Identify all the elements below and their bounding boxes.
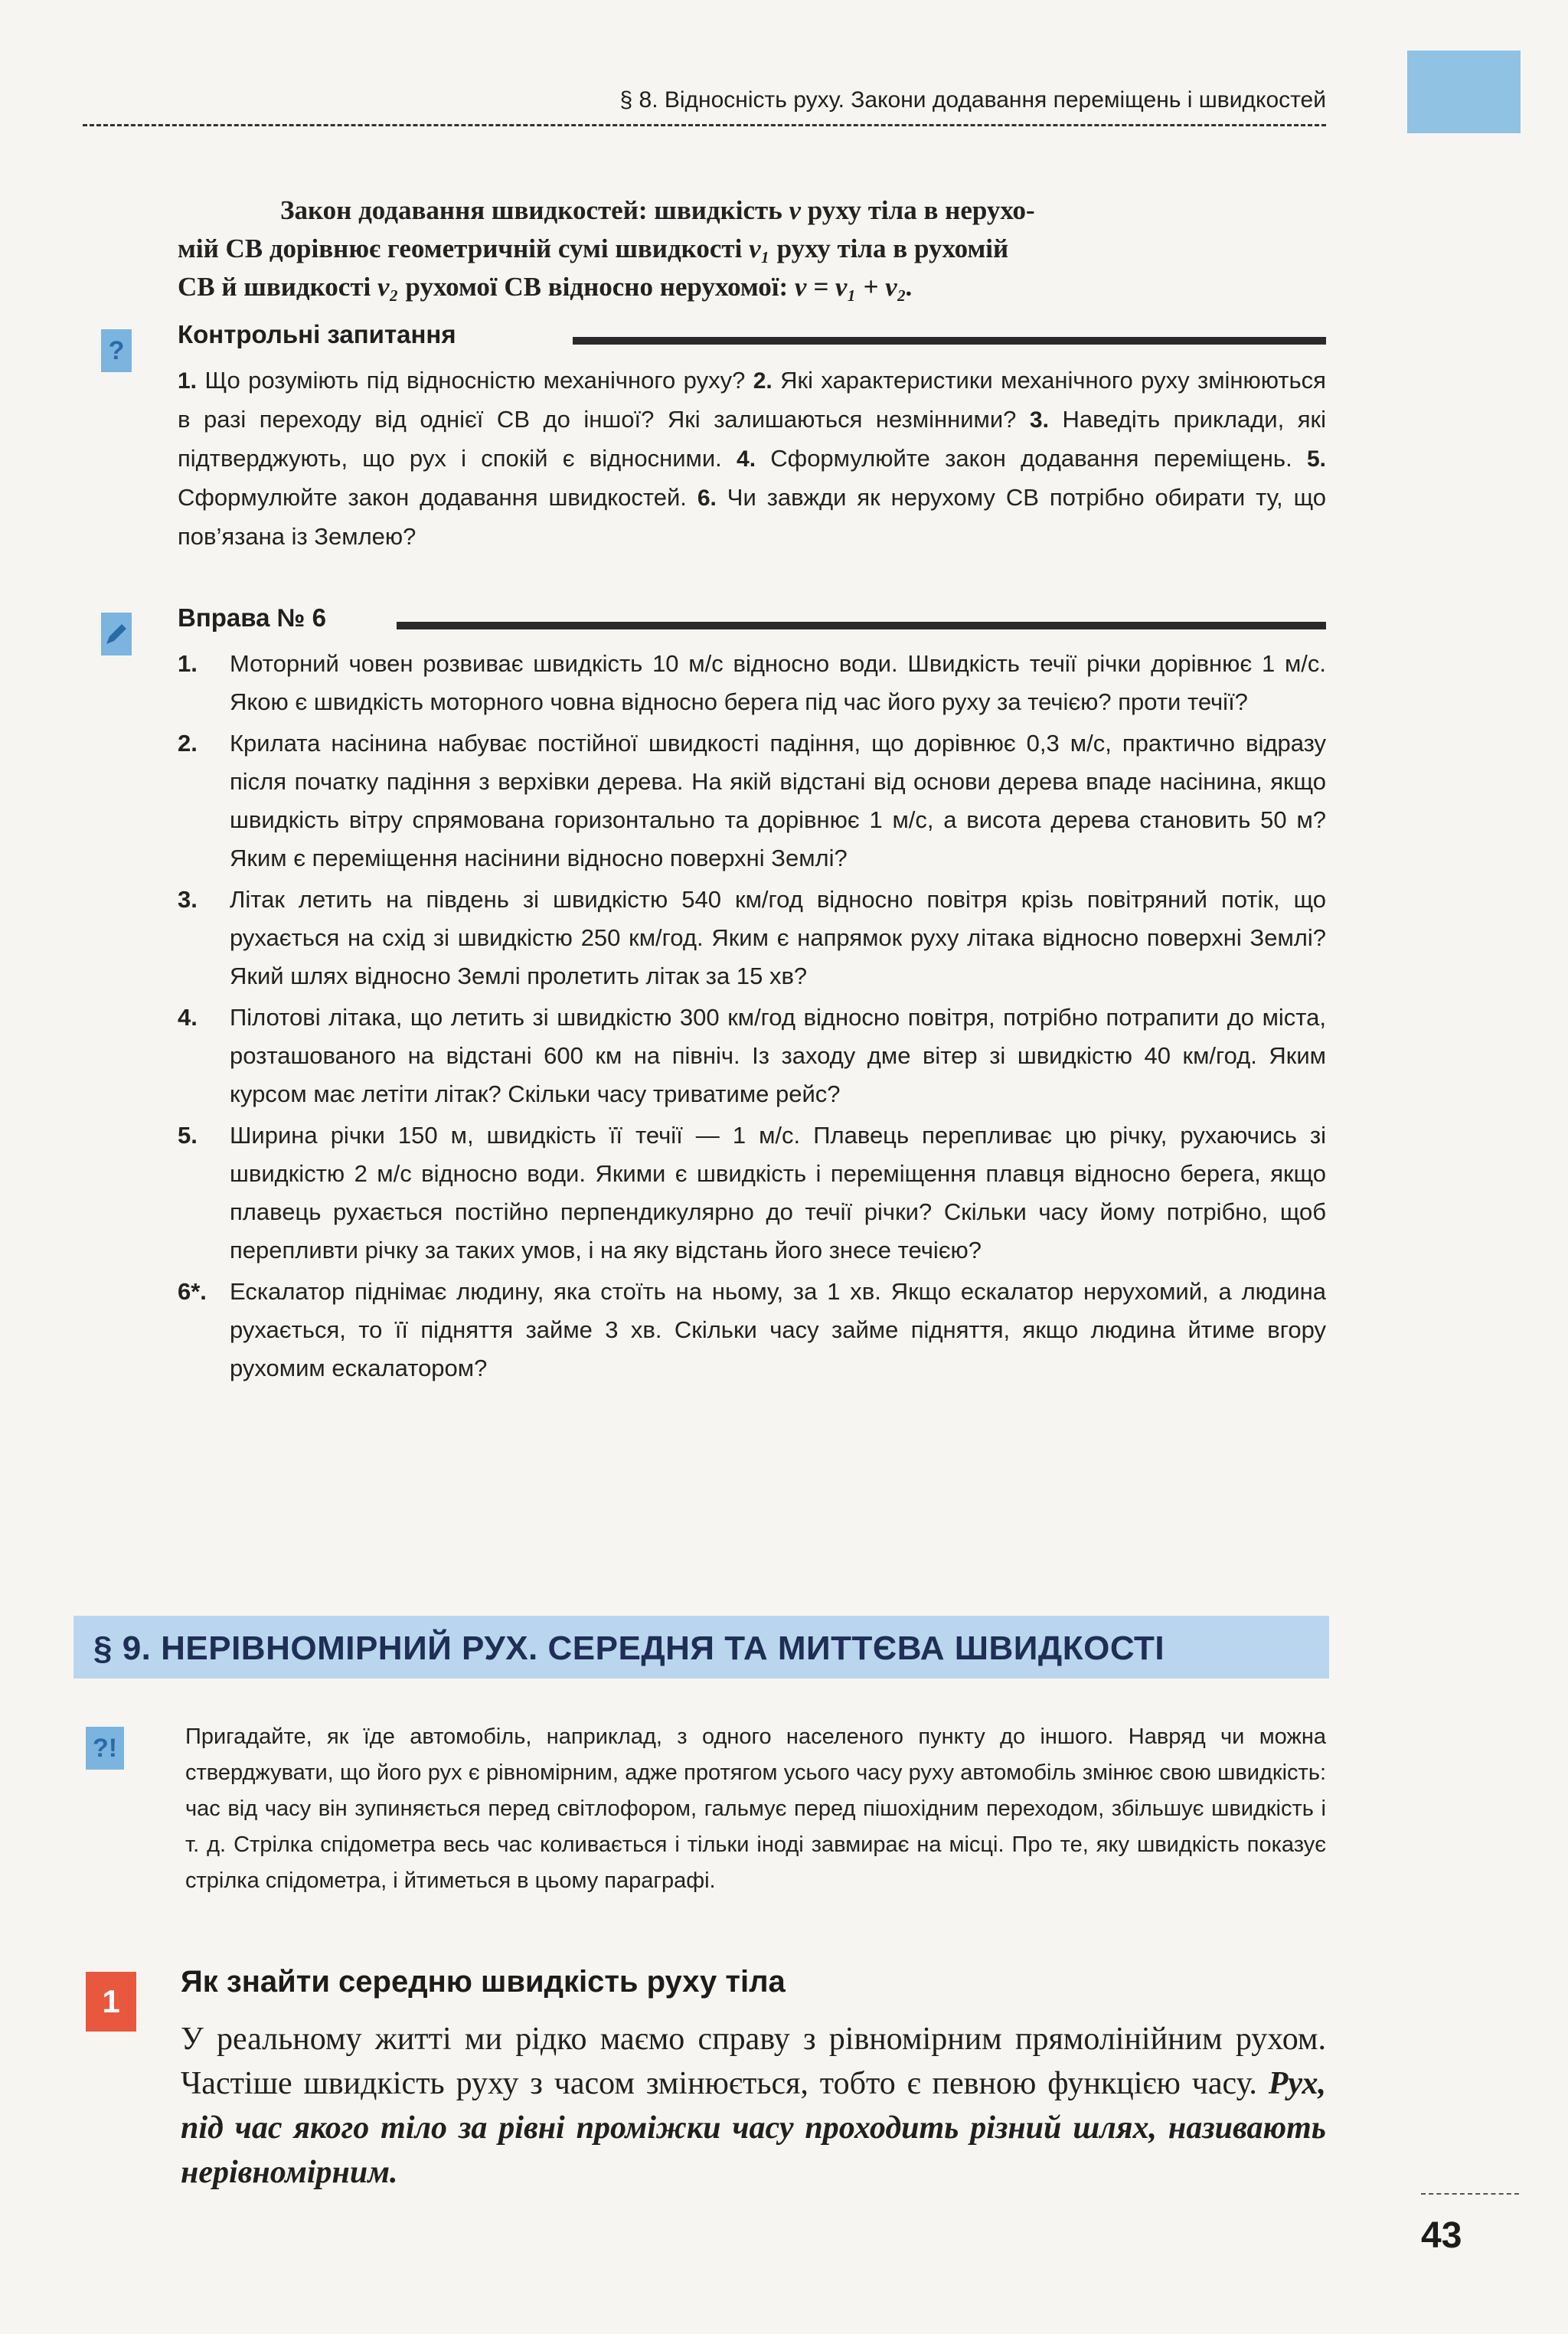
exercise-number: 1. — [178, 650, 198, 677]
law-text: СВ й швидкості — [178, 272, 371, 302]
pencil-icon — [101, 613, 132, 655]
exercise-item — [178, 881, 1326, 995]
recall-icon — [86, 1727, 124, 1770]
definition-text: Рух, під час якого тіло за рівні проміжки часу проходить різний шлях, називають нерівномірним. — [181, 2066, 1327, 2190]
law-text: рухомої СВ відносно нерухомої: — [405, 272, 789, 302]
question-text: Чи завжди як нерухому СВ потрібно обирати ту, що пов’язана із Землею? — [178, 484, 1326, 550]
exercise-text: Пілотові літака, що летить зі швидкістю 300 км/год відносно повітря, потрібно потрапити до міста, розташованого на відстані 600 км на північ. Із заходу дме вітер зі швидкістю 40 км/год. Яким курсом має летіти літак? Скільки часу триватиме рейс? — [230, 1004, 1326, 1107]
exercise-title: Вправа № 6 — [178, 603, 326, 632]
exercise-item — [178, 999, 1326, 1113]
velocity-law-paragraph — [178, 191, 1326, 306]
exercise-text: Літак летить на південь зі швидкістю 540 км/год відносно повітря крізь повітряний потік, що рухається на схід зі швидкістю 250 км/год. Яким є напрямок руху літака відносно поверхні Землі? Який шлях відносно Землі пролетить літак за 15 хв? — [230, 886, 1326, 989]
law-text: руху тіла в нерухо- — [807, 195, 1035, 225]
section-title: § 9. НЕРІВНОМІРНИЙ РУХ. СЕРЕДНЯ ТА МИТТЄВА ШВИДКОСТІ — [93, 1630, 1165, 1667]
exercise-text: Крилата насінина набуває постійної швидкості падіння, що дорівнює 0,3 м/с, практично відразу після початку падіння з верхівки дерева. На якій відстані від основи дерева впаде насінина, якщо швидкість вітру спрямована горизонтально та дорівнює 1 м/с, а висота дерева становить 50 м? Яким є переміщення насінини відносно поверхні Землі? — [230, 730, 1326, 871]
question-number: 6. — [697, 485, 717, 511]
pencil-glyph — [103, 621, 129, 647]
exercise-number: 4. — [178, 1004, 198, 1031]
law-formula: v = v₁ + v₂. — [794, 272, 913, 302]
exercise-item — [178, 1116, 1326, 1270]
running-header: § 8. Відносність руху. Закони додавання переміщень і швидкостей — [619, 87, 1326, 113]
question-number: 3. — [1029, 407, 1049, 433]
questions-bar — [573, 337, 1326, 345]
law-text: руху тіла в рухомій — [776, 234, 1009, 263]
velocity-symbol: v₁ — [749, 234, 770, 263]
velocity-symbol: v — [789, 195, 802, 225]
exercise-bar — [397, 622, 1326, 629]
question-text: Сформулюйте закон додавання переміщень. — [770, 445, 1292, 472]
exercise-text: Моторний човен розвиває швидкість 10 м/с відносно води. Швидкість течії річки дорівнює 1 м/с. Якою є швидкість моторного човна відносно берега під час його руху за течією? проти течії? — [230, 650, 1326, 715]
question-text: Що розуміють під відносністю механічного руху? — [204, 367, 746, 394]
question-number: 5. — [1306, 446, 1326, 472]
question-number: 1. — [178, 368, 198, 394]
question-number: 4. — [737, 446, 756, 472]
footer-rule — [1421, 2193, 1519, 2195]
question-mark: ? — [108, 335, 125, 365]
exercise-text: Ескалатор піднімає людину, яка стоїть на ньому, за 1 хв. Якщо ескалатор нерухомий, а людина рухається, то її підняття займе 3 хв. Скільки часу займе підняття, якщо людина йтиме вгору рухомим ескалатором? — [230, 1278, 1326, 1381]
header-rule — [83, 124, 1326, 126]
subsection-title: Як знайти середню швидкість руху тіла — [181, 1965, 786, 1999]
subsection-number-badge: 1 — [86, 1972, 136, 2032]
intro-paragraph: Пригадайте, як їде автомобіль, наприклад, з одного населеного пункту до іншого. Навряд чи можна стверджувати, що його рух є рівномірним, адже протягом усього часу руху автомобіль змінює свою швидкість: час від часу він зупиняється перед світлофором, гальмує перед пішохідним переходом, збільшує швидкість і т. д. Стрілка спідометра весь час коливається і тільки іноді завмирає на місці. Про те, яку швидкість показує стрілка спідометра, і йтиметься в цьому параграфі. — [185, 1724, 1326, 1893]
exercise-item — [178, 724, 1326, 878]
exercise-number: 3. — [178, 886, 198, 913]
question-text: Наведіть приклади, які підтверджують, що рух і спокій є відносними. — [178, 406, 1326, 472]
questions-text — [178, 361, 1326, 556]
exercise-number: 5. — [178, 1122, 198, 1149]
page-number: 43 — [1421, 2215, 1462, 2256]
body-plain-text: У реальному житті ми рідко маємо справу з рівномірним прямолінійним рухом. Частіше швидкість руху з часом змінюється, тобто є певною функцією часу. — [181, 2022, 1326, 2101]
questions-title: Контрольні запитання — [178, 320, 456, 348]
question-text: Які характеристики механічного руху змінюються в разі переходу від однієї СВ до іншої? Які залишаються незмінними? — [178, 367, 1326, 433]
exercise-item — [178, 645, 1326, 721]
exercise-number: 6*. — [178, 1278, 207, 1305]
law-text: мій СВ дорівнює геометричній сумі швидкості — [178, 234, 743, 263]
corner-tab — [1407, 51, 1521, 133]
exercise-text: Ширина річки 150 м, швидкість її течії — 1 м/с. Плавець перепливає цю річку, рухаючись зі швидкістю 2 м/с відносно води. Якими є швидкість і переміщення плавця відносно берега, якщо плавець рухається постійно перпендикулярно до течії річки? Скільки часу йому потрібно, щоб перепливти річку за таких умов, і на яку відстань його знесе течією? — [230, 1122, 1326, 1263]
question-icon — [101, 329, 132, 372]
recall-glyph: ?! — [92, 1733, 118, 1763]
question-text: Сформулюйте закон додавання швидкостей. — [178, 484, 687, 511]
exercise-item — [178, 1273, 1326, 1388]
body-paragraph — [83, 2017, 1326, 2195]
law-text: Закон додавання швидкостей: швидкість — [280, 195, 782, 225]
exercise-number: 2. — [178, 730, 198, 757]
exercise-list — [178, 645, 1326, 1391]
velocity-symbol: v₂ — [377, 272, 399, 302]
question-number: 2. — [753, 368, 773, 394]
